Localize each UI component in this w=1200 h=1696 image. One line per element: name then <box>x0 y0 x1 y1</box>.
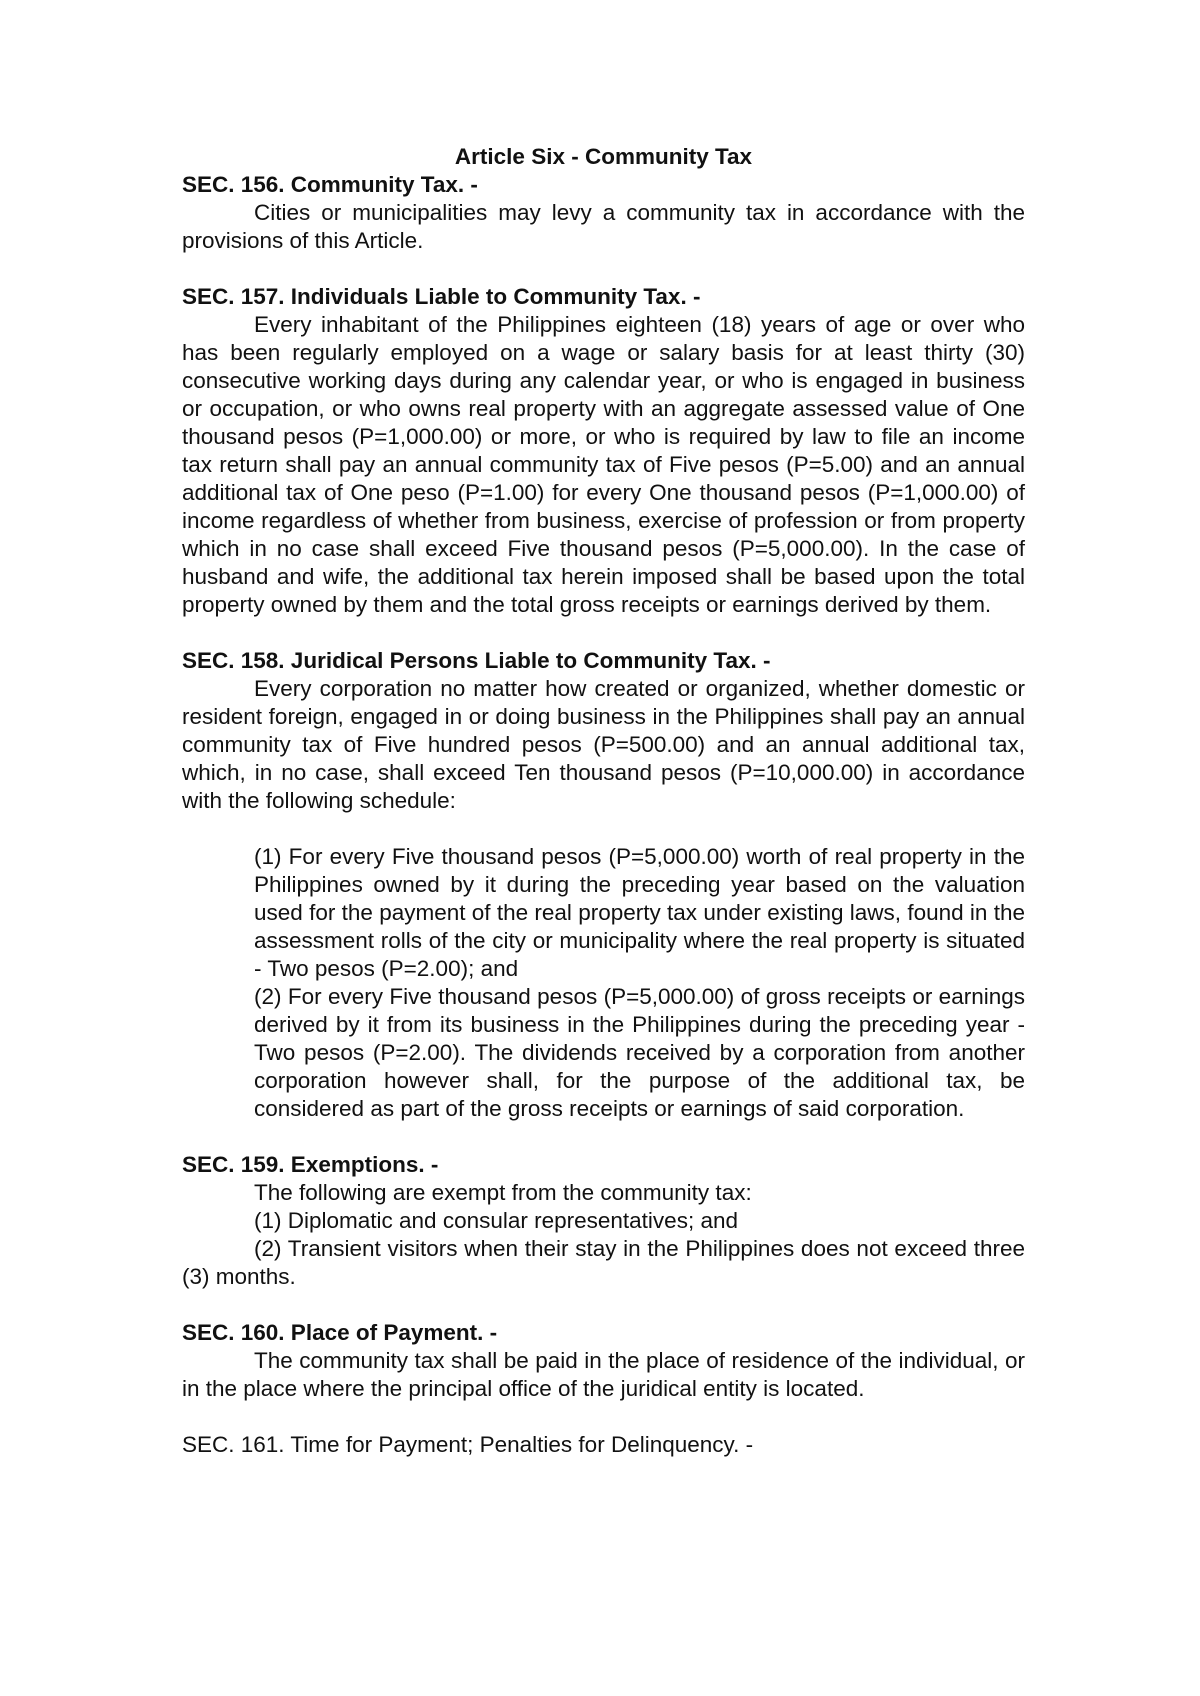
article-title: Article Six - Community Tax <box>454 144 753 169</box>
sec-158-item-2: (2) For every Five thousand pesos (P=5,000.00) of gross receipts or earnings derived by it from its business in the Philippines during the preceding year - Two pesos (P=2.00). The dividends received by a corporation from another corporation however shall, for the purpose of the additional tax, be considered as part of the gross receipts or earnings of said corporation. <box>254 984 1025 1121</box>
sec-158-body: Every corporation no matter how created or organized, whether domestic or resident foreign, engaged in or doing business in the Philippines shall pay an annual community tax of Five hundred pesos (P=500.00) and an annual additional tax, which, in no case, shall exceed Ten thousand pesos (P=10,000.00) in accordance with the following schedule: <box>182 676 1025 813</box>
sec-157-body: Every inhabitant of the Philippines eighteen (18) years of age or over who has been regularly employed on a wage or salary basis for at least thirty (30) consecutive working days during any calendar year, or who is engaged in business or occupation, or who owns real property with an aggregate assessed value of One thousand pesos (P=1,000.00) or more, or who is required by law to file an income tax return shall pay an annual community tax of Five pesos (P=5.00) and an annual additional tax of One peso (P=1.00) for every One thousand pesos (P=1,000.00) of income regardless of whether from business, exercise of profession or from property which in no case shall exceed Five thousand pesos (P=5,000.00). In the case of husband and wife, the additional tax herein imposed shall be based upon the total property owned by them and the total gross receipts or earnings derived by them. <box>182 312 1025 617</box>
spacer <box>182 1291 1025 1319</box>
sec-159-item-2: (2) Transient visitors when their stay in the Philippines does not exceed three (3) months. <box>182 1236 1025 1289</box>
sec-159-heading: SEC. 159. Exemptions. - <box>182 1152 439 1177</box>
sec-161-heading: SEC. 161. Time for Payment; Penalties for Delinquency. - <box>182 1432 754 1457</box>
sec-160-heading: SEC. 160. Place of Payment. - <box>182 1320 498 1345</box>
sec-160-body: The community tax shall be paid in the place of residence of the individual, or in the place where the principal office of the juridical entity is located. <box>182 1348 1025 1401</box>
spacer <box>182 255 1025 283</box>
sec-156-heading: SEC. 156. Community Tax. - <box>182 172 478 197</box>
sec-157-heading: SEC. 157. Individuals Liable to Community Tax. - <box>182 284 701 309</box>
spacer <box>182 1123 1025 1151</box>
sec-158-heading: SEC. 158. Juridical Persons Liable to Community Tax. - <box>182 648 771 673</box>
spacer <box>182 619 1025 647</box>
sec-159-item-1: (1) Diplomatic and consular representatives; and <box>254 1208 738 1233</box>
document-page <box>182 143 1025 1459</box>
sec-159-intro: The following are exempt from the community tax: <box>254 1180 752 1205</box>
spacer <box>182 1403 1025 1431</box>
spacer <box>182 815 1025 843</box>
sec-158-item-1: (1) For every Five thousand pesos (P=5,000.00) worth of real property in the Philippines owned by it during the preceding year based on the valuation used for the payment of the real property tax under existing laws, found in the assessment rolls of the city or municipality where the real property is situated - Two pesos (P=2.00); and <box>254 844 1025 981</box>
sec-156-body: Cities or municipalities may levy a community tax in accordance with the provisions of this Article. <box>182 200 1025 253</box>
